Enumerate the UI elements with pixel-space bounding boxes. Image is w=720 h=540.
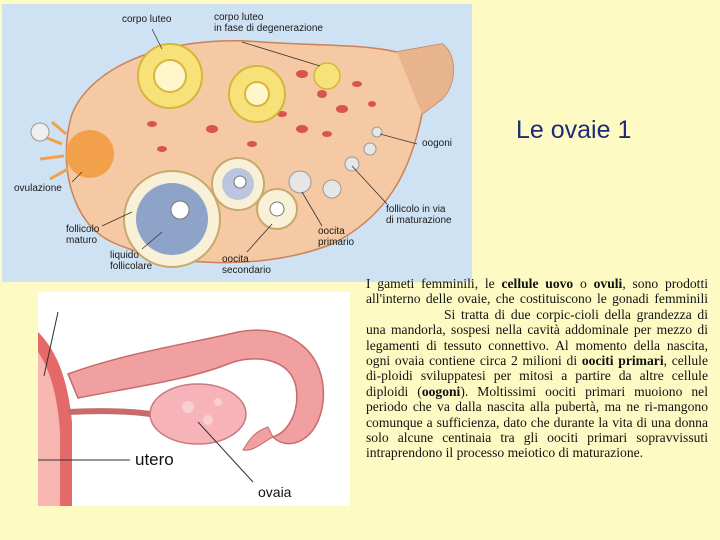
uterus-illustration [38, 292, 350, 506]
label-oocita-primario: oocita primario [318, 226, 355, 248]
text-segment: I gameti femminili, le [366, 276, 502, 291]
slide-title: Le ovaie 1 [516, 116, 632, 144]
label-follicolo-maturazione: follicolo in via di maturazione [386, 204, 452, 226]
ovary-diagram [2, 4, 472, 282]
uterus-diagram [38, 292, 350, 506]
text-segment: Si tratta di due corpic-cioli della grandezza di una mandorla, sospesi nella cavità addominale per mezzo di legamenti di tessuto connettivo. Al momento della nascita, ogni ovaia contiene circa 2 milioni di [366, 306, 708, 369]
label-corpo-luteo-degenerazione: corpo luteo in fase di degenerazione [214, 12, 323, 34]
label-follicolo-maturo: follicolo maturo [66, 224, 100, 246]
label-liquido-follicolare: liquido follicolare [110, 250, 153, 272]
text-segment: , cellule di-ploidi sviluppatesi per mitosi a partire da altre cellule diploidi ( [366, 353, 708, 399]
label-ovulazione: ovulazione [14, 183, 62, 194]
body-text [366, 276, 708, 461]
text-bold-oogoni: oogoni [421, 383, 461, 399]
label-oocita-secondario: oocita secondario [222, 254, 271, 276]
text-bold-oociti-primari: oociti primari [581, 353, 664, 369]
label-oogoni: oogoni [422, 138, 453, 149]
text-segment: o [573, 276, 594, 291]
text-segment: ). Moltissimi oociti primari muoiono nel periodo che va dalla nascita alla pubertà, ma ne ri-mangono comunque a sufficienza, dato che durante la vita di una donna solo alcune centinaia tra gli oociti primari sopravvissuti intraprendono il processo meiotico di maturazione. [366, 383, 708, 461]
label-utero: utero [135, 450, 174, 469]
text-bold-ovuli: ovuli [593, 276, 623, 291]
text-segment: , sono prodotti all'interno delle ovaie, che costituiscono le gonadi femminili [366, 276, 709, 307]
label-ovaia: ovaia [258, 484, 292, 500]
text-bold-cellule-uovo: cellule uovo [501, 276, 574, 291]
label-corpo-luteo: corpo luteo [122, 14, 172, 25]
